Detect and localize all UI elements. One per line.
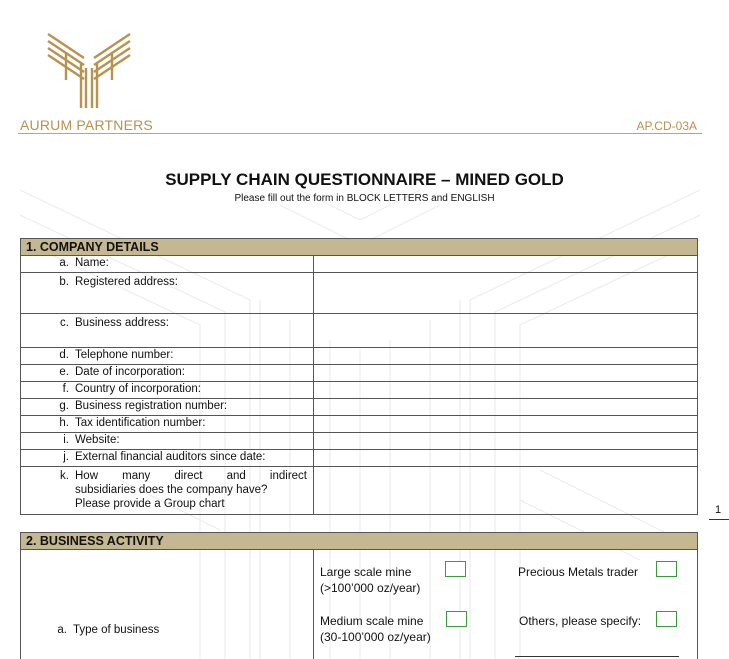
label-external-auditors: j. External financial auditors since date: [21,450,314,467]
option-large-scale-mine: Large scale mine (>100’000 oz/year) [320,565,421,595]
section-heading-company-details: 1. COMPANY DETAILS [21,239,698,256]
subsidiaries-field[interactable] [314,467,698,515]
label-telephone: d. Telephone number: [21,348,314,365]
label-business-registration-number: g. Business registration number: [21,399,314,416]
label-date-of-incorporation: e. Date of incorporation: [21,365,314,382]
page-title: SUPPLY CHAIN QUESTIONNAIRE – MINED GOLD [165,170,564,189]
company-details-table [20,238,698,515]
page-subtitle: Please fill out the form in BLOCK LETTERS and ENGLISH [234,193,495,204]
label-tax-identification-number: h. Tax identification number: [21,416,314,433]
country-of-incorporation-field[interactable] [314,382,698,399]
brand-name: AURUM PARTNERS [20,117,153,133]
label-type-of-business: a. Type of business [21,550,314,659]
telephone-field[interactable] [314,348,698,365]
external-auditors-field[interactable] [314,450,698,467]
tax-identification-number-field[interactable] [314,416,698,433]
business-registration-number-field[interactable] [314,399,698,416]
business-address-field[interactable] [314,314,698,348]
website-field[interactable] [314,433,698,450]
option-medium-scale-mine: Medium scale mine (30-100’000 oz/year) [320,614,431,644]
others-checkbox[interactable] [656,611,677,627]
label-name: a. Name: [21,256,314,273]
registered-address-field[interactable] [314,273,698,314]
label-website: i. Website: [21,433,314,450]
document-code: AP.CD-03A [636,119,697,133]
aurum-logo [44,30,134,110]
header-divider [18,133,702,134]
others-specify-line[interactable] [515,656,679,657]
label-registered-address: b. Registered address: [21,273,314,314]
option-others: Others, please specify: [519,614,642,628]
section-heading-business-activity: 2. BUSINESS ACTIVITY [21,533,698,550]
label-subsidiaries: k. How many direct and indirect subsidiaries does the company have? Please provide a Group chart [21,467,314,515]
option-precious-metals-trader: Precious Metals trader [518,565,639,579]
label-country-of-incorporation: f. Country of incorporation: [21,382,314,399]
precious-metals-trader-checkbox[interactable] [656,561,677,577]
label-business-address: c. Business address: [21,314,314,348]
medium-scale-mine-checkbox[interactable] [446,611,467,627]
name-field[interactable] [314,256,698,273]
large-scale-mine-checkbox[interactable] [445,561,466,577]
page-number-rule [709,519,729,520]
page-number: 1 [715,504,722,516]
date-of-incorporation-field[interactable] [314,365,698,382]
